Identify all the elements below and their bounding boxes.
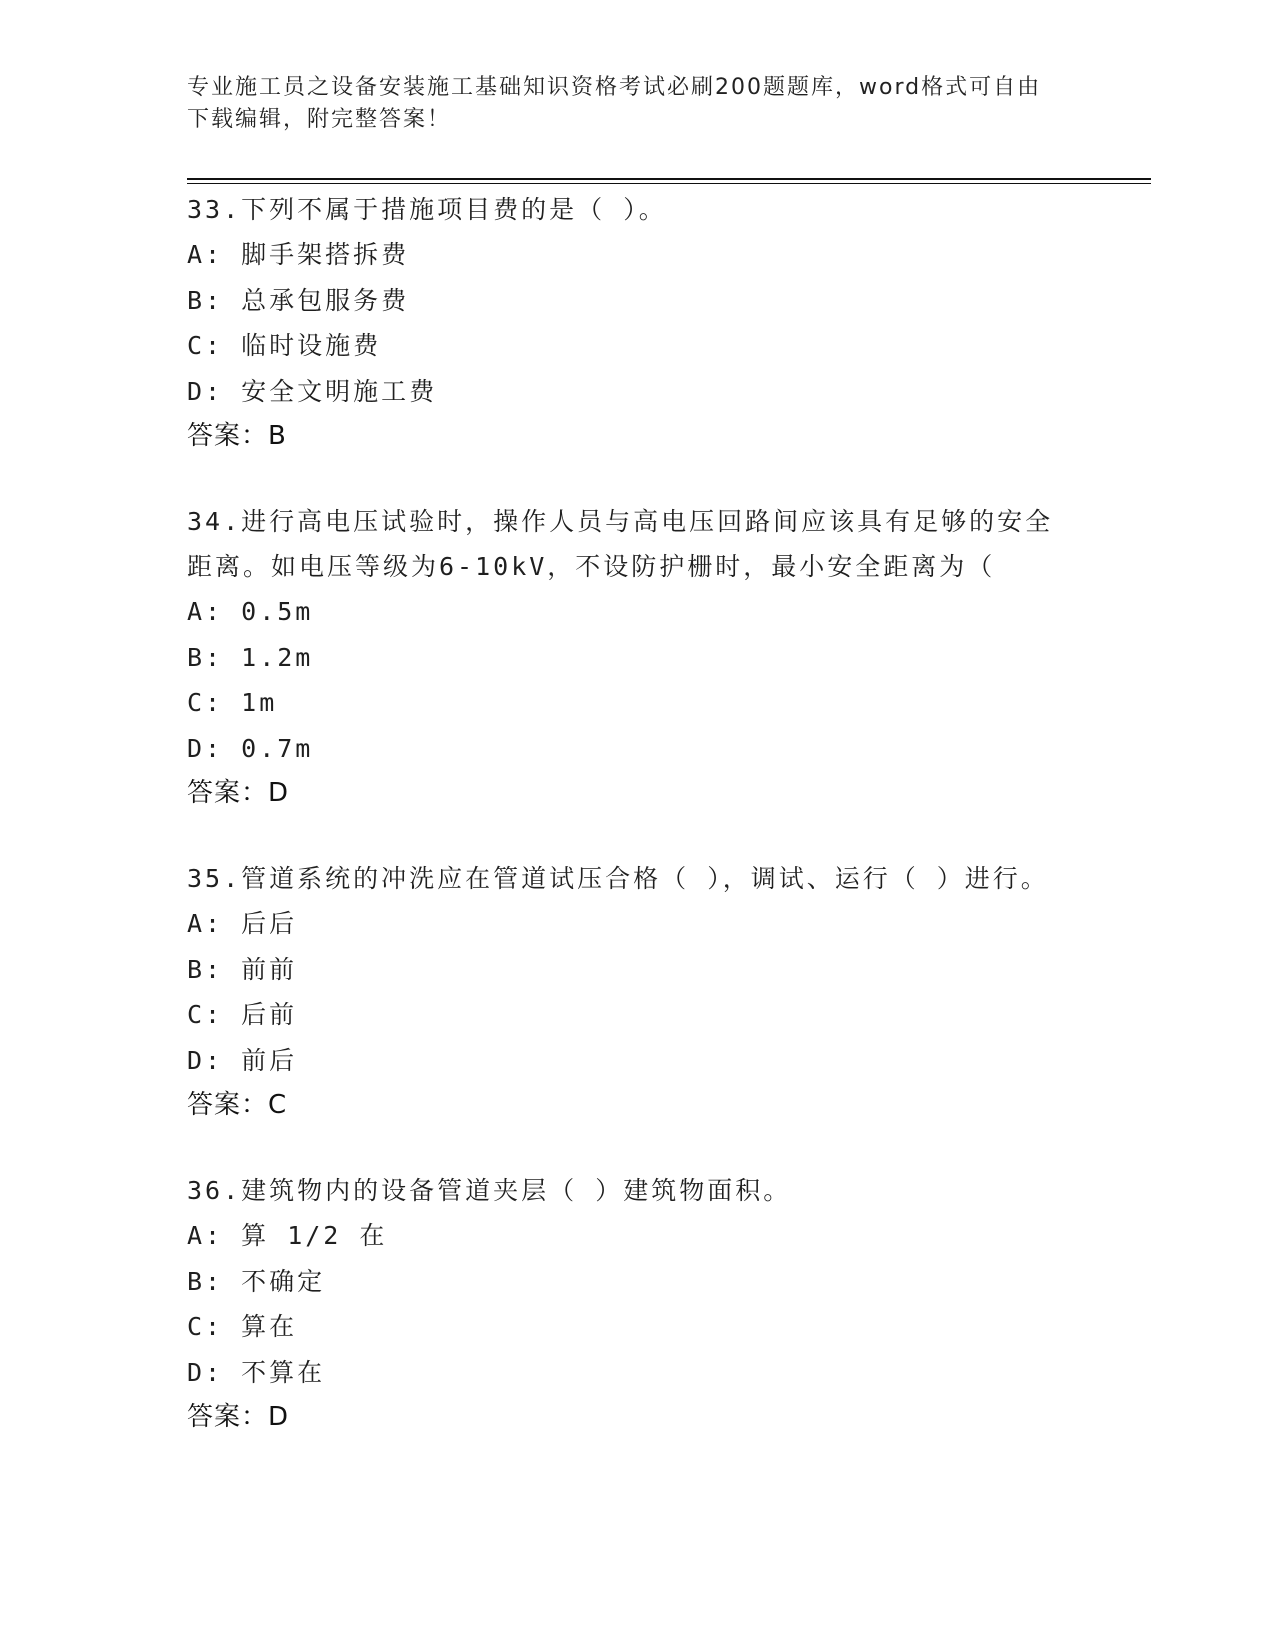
header-rule-thick: [187, 178, 1151, 180]
header-title-line-2: 下载编辑，附完整答案！: [187, 107, 452, 132]
option-d: D: 前后: [187, 1045, 298, 1075]
option-d: D: 安全文明施工费: [187, 376, 438, 406]
option-a: A: 脚手架搭拆费: [187, 240, 410, 269]
answer: 答案：B: [187, 421, 287, 451]
header-title-line-1: 专业施工员之设备安装施工基础知识资格考试必刷200题题库，word格式可自由: [187, 75, 1042, 100]
question-34: [187, 499, 1087, 816]
option-a: A: 算 1/2 在: [187, 1221, 388, 1250]
option-b: B: 前前: [187, 954, 298, 984]
answer: 答案：D: [187, 778, 290, 808]
option-b: B: 1.2m: [187, 642, 314, 672]
option-a: A: 后后: [187, 909, 298, 938]
header-rule-thin: [187, 183, 1151, 184]
option-b: B: 不确定: [187, 1266, 326, 1296]
question-list: [187, 187, 1087, 1480]
question-stem-line-2: 距离。如电压等级为6-10kV，不设防护栅时，最小安全距离为（: [187, 552, 996, 581]
answer: 答案：C: [187, 1090, 288, 1120]
option-d: D: 0.7m: [187, 733, 314, 763]
option-a: A: 0.5m: [187, 597, 314, 626]
question-stem-line-1: 34.进行高电压试验时，操作人员与高电压回路间应该具有足够的安全: [187, 507, 1054, 536]
option-b: B: 总承包服务费: [187, 285, 410, 315]
question-stem: 33.下列不属于措施项目费的是（ ）。: [187, 195, 667, 224]
option-c: C: 后前: [187, 1000, 298, 1029]
question-35: [187, 856, 1087, 1128]
option-c: C: 临时设施费: [187, 331, 382, 360]
document-header: [187, 72, 1087, 136]
option-c: C: 算在: [187, 1312, 298, 1341]
question-33: [187, 187, 1087, 459]
answer: 答案：D: [187, 1402, 290, 1432]
question-stem: 35.管道系统的冲洗应在管道试压合格（ ），调试、运行（ ）进行。: [187, 864, 1049, 893]
option-d: D: 不算在: [187, 1357, 326, 1387]
option-c: C: 1m: [187, 688, 278, 717]
question-36: [187, 1168, 1087, 1440]
question-stem: 36.建筑物内的设备管道夹层（ ）建筑物面积。: [187, 1176, 792, 1205]
